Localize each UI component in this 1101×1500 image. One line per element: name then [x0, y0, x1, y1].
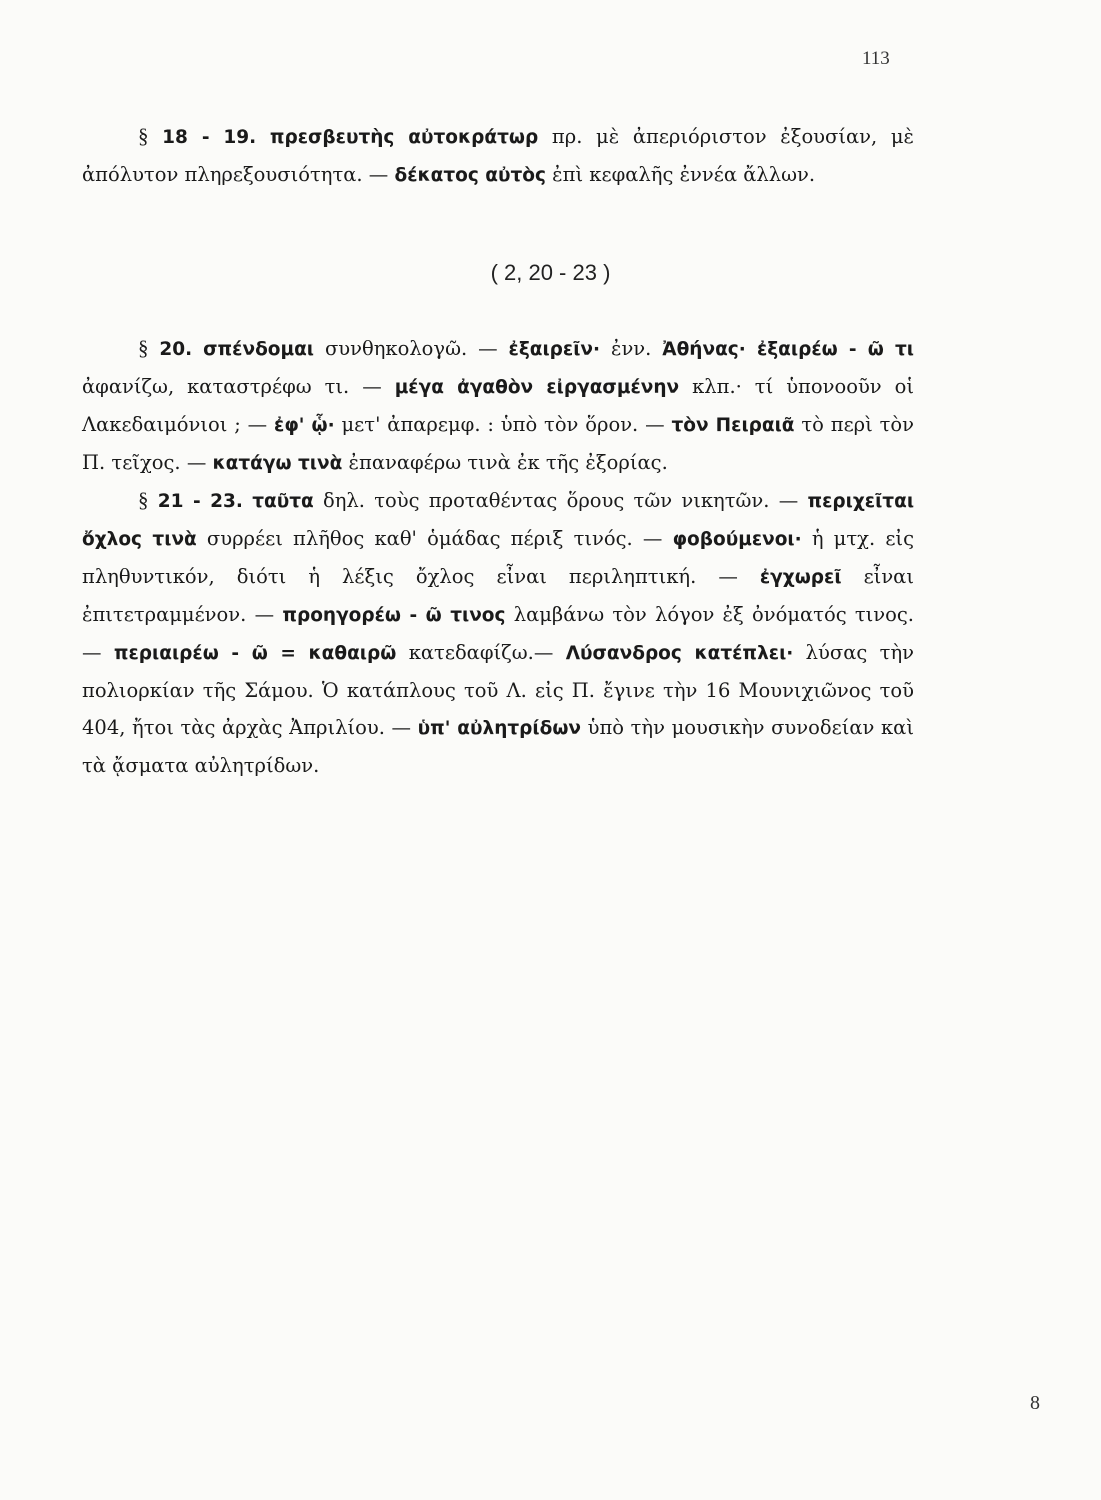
- chapter-heading: ( 2, 20 - 23 ): [490, 260, 611, 285]
- section-ref: 21 - 23.: [157, 491, 243, 512]
- gloss: ἐπαναφέρω τινὰ ἐκ τῆς ἐξορίας.: [342, 451, 668, 474]
- lemma: ἐφ' ᾧ·: [274, 415, 335, 436]
- gloss: μετ' ἀπαρεμφ. : ὑπὸ τὸν ὅρον. —: [334, 413, 672, 436]
- lemma: προηγορέω - ῶ τινος: [282, 605, 506, 626]
- lemma: περιχεῖται ὄχλος τινὰ: [82, 491, 915, 550]
- gloss: ὑπὸ τὴν μουσικὴν συνοδείαν καὶ τὰ ᾄσματα αὐλητρίδων.: [82, 716, 915, 777]
- gloss: συρρέει πλῆθος καθ' ὁμάδας πέριξ τινός. —: [196, 527, 673, 550]
- gloss: πρ. μὲ ἀπεριόριστον ἐξουσίαν, μὲ ἀπόλυτον πληρεξουσιότητα. —: [82, 125, 915, 186]
- gloss: ἀφανίζω, καταστρέφω τι. —: [82, 375, 395, 398]
- gloss: ἐνν.: [600, 337, 663, 360]
- gloss: ἐπὶ κεφαλῆς ἐννέα ἄλλων.: [545, 163, 816, 186]
- lemma: ἐξαιρεῖν·: [508, 339, 601, 360]
- page-number: 113: [862, 48, 890, 69]
- gloss: ἡ μτχ. εἰς πληθυντικόν, διότι ἡ λέξις ὄχλος εἶναι περιληπτική. —: [82, 527, 914, 588]
- lemma: κατάγω τινὰ: [212, 453, 343, 474]
- lemma: τὸν Πειραιᾶ: [671, 415, 795, 436]
- gloss: κατεδαφίζω.—: [396, 641, 566, 664]
- gloss: εἶναι ἐπιτετραμμένον. —: [82, 565, 914, 626]
- sections-20-23: [82, 330, 914, 784]
- paragraph-18-19: [82, 118, 914, 194]
- gloss: λαμβάνω τὸν λόγον ἐξ ὀνόματός τινος. —: [82, 603, 914, 664]
- section-sign: §: [138, 124, 149, 148]
- section-ref: 20.: [159, 339, 193, 360]
- signature-mark: 8: [1030, 1392, 1040, 1414]
- lemma: σπένδομαι: [203, 339, 315, 360]
- gloss: συνθηκολογῶ. —: [314, 337, 509, 360]
- section-18-19: [82, 118, 914, 194]
- section-ref: 18 - 19.: [162, 127, 257, 148]
- gloss: δηλ. τοὺς προταθέντας ὅρους τῶν νικητῶν. —: [313, 489, 808, 512]
- section-sign: §: [138, 336, 149, 360]
- paragraph-20: [82, 330, 914, 482]
- gloss: κλπ.· τί ὑπονοοῦν οἱ Λακεδαιμόνιοι ; —: [82, 375, 915, 436]
- section-sign: §: [138, 488, 149, 512]
- gloss: λύσας τὴν πολιορκίαν τῆς Σάμου. Ὁ κατάπλους τοῦ Λ. εἰς Π. ἔγινε τὴν 16 Μουνιχιῶνος τοῦ 404, ἤτοι τὰς ἀρχὰς Ἀπριλίου. —: [82, 641, 914, 739]
- lemma: Ἀθήνας· ἐξαιρέω - ῶ τι: [662, 339, 914, 360]
- lemma: ὑπ' αὐλητρίδων: [417, 718, 582, 739]
- gloss: τὸ περὶ τὸν Π. τεῖχος. —: [82, 413, 915, 474]
- lemma: περιαιρέω - ῶ = καθαιρῶ: [113, 643, 397, 664]
- lemma: δέκατος αὐτὸς: [394, 165, 546, 186]
- lemma: ταῦτα: [252, 491, 314, 512]
- lemma: ἐγχωρεῖ: [759, 567, 842, 588]
- lemma: μέγα ἀγαθὸν εἰργασμένην: [394, 377, 680, 398]
- lemma: φοβούμενοι·: [672, 529, 802, 550]
- lemma: πρεσβευτὴς αὐτοκράτωρ: [269, 127, 539, 148]
- paragraph-21-23: [82, 482, 914, 784]
- lemma: Λύσανδρος κατέπλει·: [565, 643, 794, 664]
